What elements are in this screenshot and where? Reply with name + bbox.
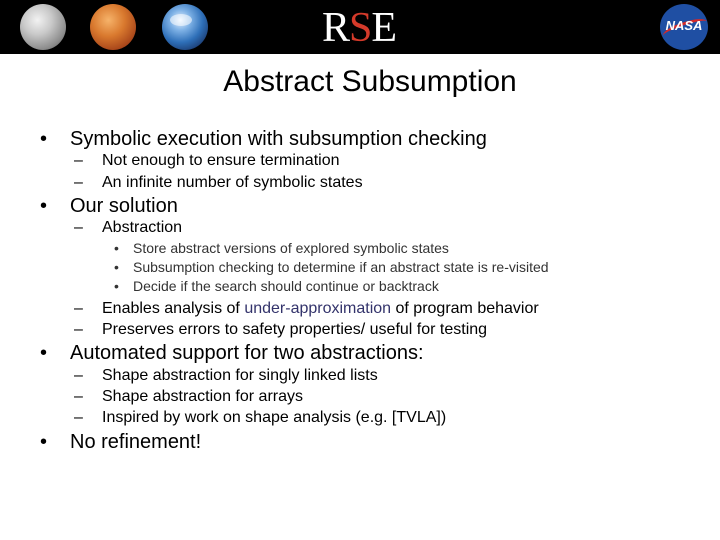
small-bullet-marker: • [114, 240, 119, 256]
moon-icon [20, 4, 66, 50]
earth-icon [162, 4, 208, 50]
sub-bullet-text: Inspired by work on shape analysis (e.g. [TVLA]) [102, 409, 447, 426]
small-bullet-marker: • [114, 278, 119, 294]
dash-marker: – [74, 300, 83, 317]
rse-logo: RSE [322, 5, 397, 51]
slide-title: Abstract Subsumption [223, 65, 517, 98]
nasa-logo-icon [660, 4, 708, 50]
bullet-marker: • [40, 431, 48, 453]
bullet-text: No refinement! [70, 431, 202, 453]
bullet-marker: • [40, 128, 48, 150]
dash-marker: – [74, 219, 83, 236]
mars-icon [90, 4, 136, 50]
nasa-logo-text: NASA [665, 18, 703, 33]
sub-bullet-text: Not enough to ensure termination [102, 152, 340, 169]
bullet-marker: • [40, 195, 48, 217]
bullet-text: Our solution [70, 195, 178, 217]
bullet-text: Automated support for two abstractions: [70, 342, 424, 364]
sub-bullet-text: Shape abstraction for singly linked lists [102, 367, 378, 384]
small-bullet-marker: • [114, 259, 119, 275]
highlighted-term: under-approximation [244, 300, 392, 317]
dash-marker: – [74, 321, 83, 338]
dash-marker: – [74, 388, 83, 405]
earth-cloud-decoration [170, 14, 192, 26]
sub-sub-bullet-text: Subsumption checking to determine if an abstract state is re-visited [133, 259, 549, 275]
dash-marker: – [74, 174, 83, 191]
dash-marker: – [74, 152, 83, 169]
bullet-marker: • [40, 342, 48, 364]
sub-sub-bullet-text: Store abstract versions of explored symbolic states [133, 240, 449, 256]
sub-bullet-text: Preserves errors to safety properties/ useful for testing [102, 321, 488, 338]
sub-bullet-text: Shape abstraction for arrays [102, 388, 303, 405]
bullet-text: Symbolic execution with subsumption checking [70, 128, 487, 150]
dash-marker: – [74, 409, 83, 426]
sub-bullet-text: Abstraction [102, 219, 183, 236]
sub-bullet-text: Enables analysis of under-approximation of program behavior [102, 300, 539, 317]
sub-sub-bullet-text: Decide if the search should continue or backtrack [133, 278, 439, 294]
sub-bullet-text: An infinite number of symbolic states [102, 174, 363, 191]
dash-marker: – [74, 367, 83, 384]
header-banner [0, 0, 720, 54]
